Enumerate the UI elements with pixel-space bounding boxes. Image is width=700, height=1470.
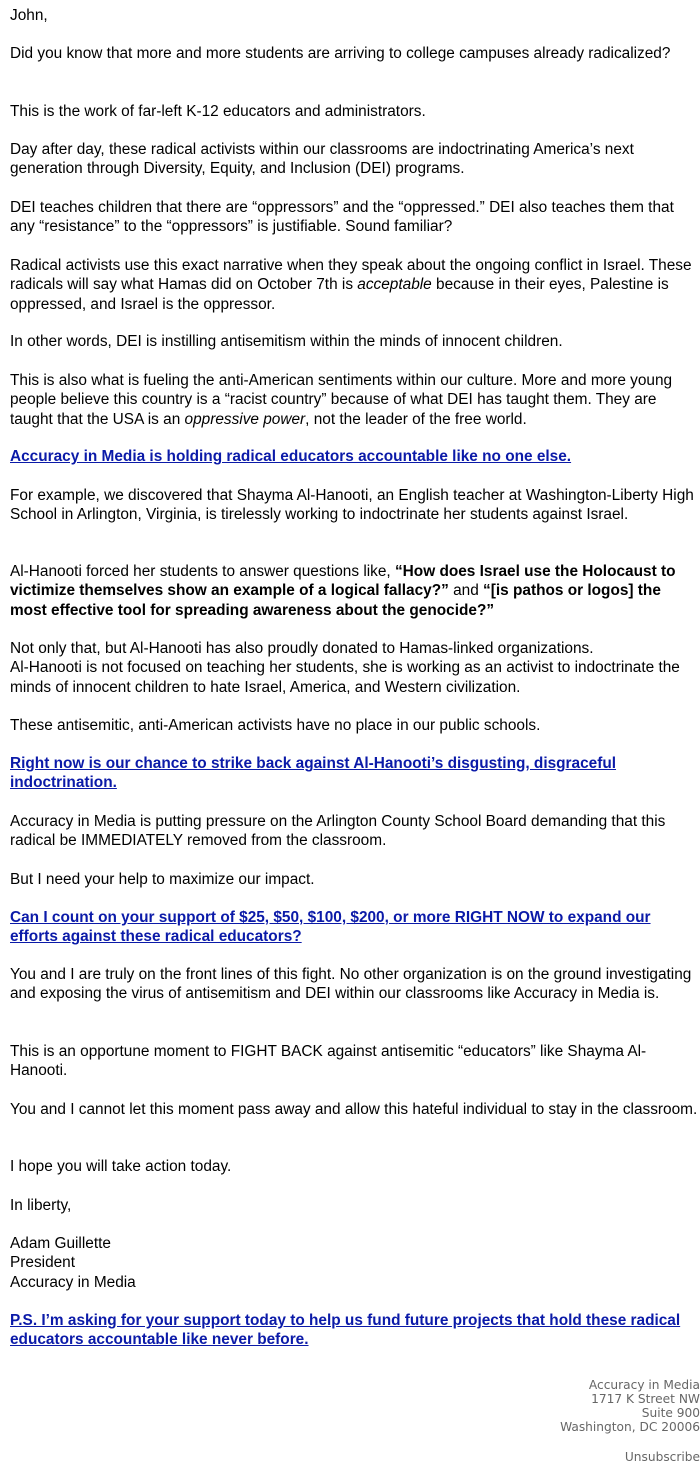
signature-name: Adam Guillette bbox=[10, 1235, 111, 1252]
link-ps-support[interactable]: P.S. I’m asking for your support today to help us fund future projects that hold these radical educators accountable like never before. bbox=[10, 1312, 681, 1349]
paragraph-activist-teacher: Al-Hanooti is not focused on teaching her students, she is working as an activist to indoctrinate the minds of innocent children to hate Israel, America, and Western civilization. bbox=[10, 659, 680, 696]
paragraph-front-lines: You and I are truly on the front lines of this fight. No other organization is on the ground investigating and exposing the virus of antisemitism and DEI within our classrooms like Accuracy in Media is. bbox=[10, 966, 692, 1003]
paragraph-fight-back: This is an opportune moment to FIGHT BACK against antisemitic “educators” like Shayma Al-Hanooti. bbox=[10, 1043, 647, 1080]
paragraph-radicalized-students: Did you know that more and more students are arriving to college campuses already radicalized? bbox=[10, 45, 671, 62]
paragraph-holocaust-questions bbox=[10, 562, 698, 620]
paragraph-need-help: But I need your help to maximize our impact. bbox=[10, 871, 315, 888]
unsubscribe-link[interactable]: Unsubscribe bbox=[624, 1450, 700, 1464]
paragraph-hamas-donations-line: Not only that, but Al-Hanooti has also proudly donated to Hamas-linked organizations. bbox=[10, 640, 594, 657]
footer-city: Washington, DC 20006 bbox=[560, 1420, 700, 1434]
paragraph-school-board-pressure: Accuracy in Media is putting pressure on the Arlington County School Board demanding that this radical be IMMEDIATELY removed from the classroom. bbox=[10, 813, 666, 850]
greeting: John, bbox=[10, 7, 48, 24]
footer-suite: Suite 900 bbox=[641, 1406, 700, 1420]
paragraph-anti-american-part-a: This is also what is fueling the anti-American sentiments within our culture. More and more young people believe this country is a “racist country” because of what DEI has taught them. They are taught that the USA is an bbox=[10, 372, 673, 428]
closing: In liberty, bbox=[10, 1197, 72, 1214]
paragraph-israel-conflict bbox=[10, 256, 698, 314]
acceptable-emphasis: acceptable bbox=[357, 276, 432, 294]
signature-title: President bbox=[10, 1254, 76, 1272]
paragraph-israel-conflict-part-a: Radical activists use this exact narrative when they speak about the ongoing conflict in Israel. These radicals will say what Hamas did on October 7th is bbox=[10, 257, 692, 294]
footer-street: 1717 K Street NW bbox=[591, 1392, 700, 1406]
link-holding-educators-accountable-wrapper bbox=[10, 447, 571, 466]
email-footer bbox=[560, 1378, 700, 1464]
link-donation-ask-wrapper bbox=[10, 908, 698, 947]
link-donation-ask[interactable]: Can I count on your support of $25, $50, $100, $200, or more RIGHT NOW to expand our efforts against these radical educators? bbox=[10, 909, 651, 946]
link-strike-back-wrapper bbox=[10, 754, 698, 793]
question-one: “How does Israel use the Holocaust to victimize themselves show an example of a logical fallacy?” bbox=[10, 563, 676, 600]
oppressive-power-emphasis: oppressive power bbox=[184, 410, 306, 428]
paragraph-anti-american-part-c: , not the leader of the free world. bbox=[305, 410, 527, 428]
signature-block bbox=[10, 1234, 136, 1292]
link-holding-educators-accountable[interactable]: Accuracy in Media is holding radical educators accountable like no one else. bbox=[10, 448, 572, 465]
paragraph-holocaust-questions-part-c: and bbox=[448, 582, 484, 600]
link-ps-wrapper bbox=[10, 1311, 698, 1350]
paragraph-holocaust-questions-part-a: Al-Hanooti forced her students to answer questions like, bbox=[10, 563, 395, 580]
paragraph-dei-programs: Day after day, these radical activists within our classrooms are indoctrinating America’s next generation through Diversity, Equity, and Inclusion (DEI) programs. bbox=[10, 141, 634, 178]
link-strike-back[interactable]: Right now is our chance to strike back against Al-Hanooti’s disgusting, disgraceful indoctrination. bbox=[10, 755, 617, 792]
paragraph-take-action: I hope you will take action today. bbox=[10, 1158, 232, 1175]
paragraph-far-left-educators: This is the work of far-left K-12 educators and administrators. bbox=[10, 103, 426, 120]
paragraph-al-hanooti-discovery: For example, we discovered that Shayma Al-Hanooti, an English teacher at Washington-Liberty High School in Arlington, Virginia, is tirelessly working to indoctrinate her students against Israel. bbox=[10, 487, 694, 524]
paragraph-israel-conflict-part-c: because in their eyes, Palestine is oppressed, and Israel is the oppressor. bbox=[10, 276, 669, 313]
question-two: “[is pathos or logos] the most effective tool for spreading awareness about the genocide?” bbox=[10, 582, 661, 619]
paragraph-moment-pass: You and I cannot let this moment pass away and allow this hateful individual to stay in the classroom. bbox=[10, 1101, 698, 1118]
paragraph-antisemitism: In other words, DEI is instilling antisemitism within the minds of innocent children. bbox=[10, 333, 563, 350]
paragraph-hamas-donations bbox=[10, 639, 698, 697]
paragraph-no-place-in-schools: These antisemitic, anti-American activists have no place in our public schools. bbox=[10, 717, 541, 734]
footer-org: Accuracy in Media bbox=[588, 1378, 700, 1392]
paragraph-oppressors: DEI teaches children that there are “oppressors” and the “oppressed.” DEI also teaches them that any “resistance” to the “oppressors” is justifiable. Sound familiar? bbox=[10, 199, 674, 236]
signature-org: Accuracy in Media bbox=[10, 1273, 136, 1291]
paragraph-anti-american bbox=[10, 371, 698, 429]
